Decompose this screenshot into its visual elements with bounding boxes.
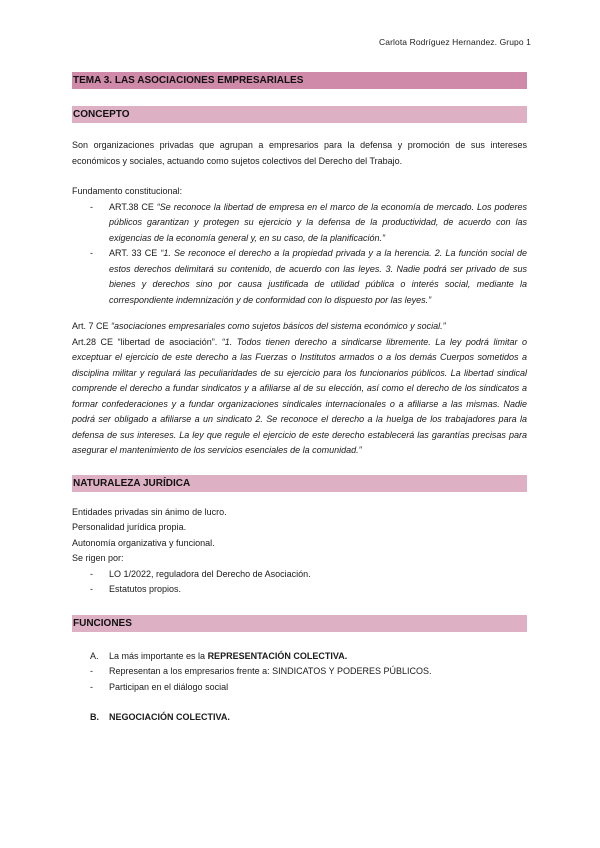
art38-lead: ART.38 CE — [109, 201, 157, 212]
concepto-definition: Son organizaciones privadas que agrupan a empresarios para la defensa y promoción de sus intereses económicos y sociales, actuando como sujetos colectivos del Derecho del Trabajo. — [72, 140, 527, 166]
art28-lead: Art.28 CE “libertad de asociación”. — [72, 336, 222, 347]
section-heading-funciones: FUNCIONES — [72, 615, 527, 632]
art33-quote: “1. Se reconoce el derecho a la propiedad privada y a la herencia. 2. La función social de estos derechos delimitará su contenido, de acuerdo con las leyes. 3. Nadie podrá ser privado de sus bienes y derechos sino por causa justificada de utilidad pública o interés social, mediante la correspondiente indemnización y de conformidad con lo dispuesto por las leyes.” — [109, 248, 527, 305]
art38-quote: “Se reconoce la libertad de empresa en el marco de la economía de mercado. Los poderes públicos garantizan y protegen su ejercicio y la defensa de la productividad, de acuerdo con las exigencias de la economía general y, en su caso, de la planificación.” — [109, 201, 527, 243]
funcion-a-marker: A. — [90, 650, 99, 661]
funcion-b-item — [90, 710, 527, 726]
fundamento-list — [72, 200, 527, 309]
naturaleza-line: Se rigen por: — [72, 553, 124, 563]
list-item-art38 — [90, 200, 527, 247]
naturaleza-line: Entidades privadas sin ánimo de lucro. — [72, 506, 227, 517]
funciones-b — [72, 710, 527, 726]
section-heading-naturaleza: NATURALEZA JURÍDICA — [72, 475, 527, 492]
funciones-a-list — [72, 664, 527, 695]
page-header-author: Carlota Rodríguez Hernandez. Grupo 1 — [379, 37, 531, 47]
art28-quote: “1. Todos tienen derecho a sindicarse libremente. La ley podrá limitar o exceptuar el ejercicio de este derecho a las Fuerzas o Institutos armados o a los demás Cuerpos sometidos a disciplina militar y regulará las peculiaridades de su ejercicio para los funcionarios públicos. La libertad sindical comprende el derecho a fundar sindicatos y a afiliarse al de su elección, así como el derecho de los sindicatos a formar confederaciones y a fundar organizaciones sindicales internacionales o a afiliarse a las mismas. Nadie podrá ser obligado a afiliarse a un sindicato 2. Se reconoce el derecho a la huelga de los trabajadores para la defensa de sus intereses. La ley que regule el ejercicio de este derecho establecerá las garantías precisas para asegurar el mantenimiento de los servicios esenciales de la comunidad.” — [72, 336, 527, 455]
list-item-art33 — [90, 246, 527, 308]
naturaleza-line: Autonomía organizativa y funcional. — [72, 537, 215, 548]
list-item: - Estatutos propios. — [90, 582, 527, 598]
naturaleza-lines — [72, 505, 527, 567]
document-body — [72, 72, 527, 726]
art7-lead: Art. 7 CE — [72, 321, 112, 331]
fundamento-label: Fundamento constitucional: — [72, 186, 183, 196]
naturaleza-list — [72, 567, 527, 598]
funcion-a-text: La más importante es la — [109, 650, 208, 661]
funcion-a-bold: REPRESENTACIÓN COLECTIVA. — [207, 650, 348, 661]
funcion-b-bold: NEGOCIACIÓN COLECTIVA. — [109, 712, 230, 722]
funcion-b-marker: B. — [90, 712, 99, 722]
list-item: - LO 1/2022, reguladora del Derecho de Asociación. — [90, 567, 527, 583]
art33-lead: ART. 33 CE — [109, 248, 161, 258]
funcion-a-item — [90, 649, 527, 665]
list-item: - Participan en el diálogo social — [90, 680, 527, 696]
art7-quote: “asociaciones empresariales como sujetos básicos del sistema económico y social.” — [111, 321, 446, 331]
section-heading-concepto: CONCEPTO — [72, 106, 527, 123]
naturaleza-line: Personalidad jurídica propia. — [72, 522, 187, 532]
art28-paragraph — [72, 335, 527, 459]
art7-paragraph — [72, 319, 527, 335]
funciones-a — [72, 649, 527, 665]
list-item: - Representan a los empresarios frente a: SINDICATOS Y PODERES PÚBLICOS. — [90, 664, 527, 680]
page-title: TEMA 3. LAS ASOCIACIONES EMPRESARIALES — [72, 72, 527, 89]
